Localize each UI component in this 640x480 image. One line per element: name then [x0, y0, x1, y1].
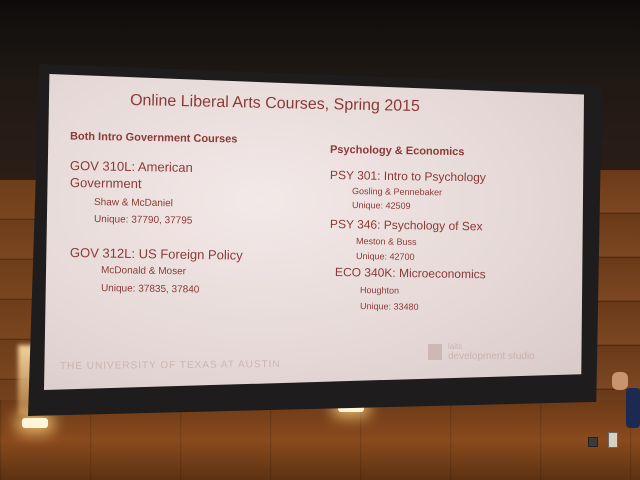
wall-light-left: [22, 418, 48, 428]
footer-laits-studio: [428, 342, 568, 364]
psy346-title: PSY 346: Psychology of Sex: [329, 217, 483, 234]
gov312l-unique: Unique: 37835, 37840: [100, 283, 200, 296]
left-section-heading: Both Intro Government Courses: [69, 130, 238, 146]
gov310l-instructors: Shaw & McDaniel: [93, 197, 173, 210]
footer-ut-austin: THE UNIVERSITY OF TEXAS AT AUSTIN: [59, 359, 281, 372]
psy346-unique: Unique: 42700: [355, 251, 415, 262]
gov312l-title: GOV 312L: US Foreign Policy: [69, 245, 243, 263]
eco340k-instructors: Houghton: [359, 285, 400, 296]
gov310l-unique: Unique: 37790, 37795: [93, 214, 193, 227]
development-studio-label: development studio: [448, 351, 535, 362]
laits-logo-icon: [428, 344, 442, 360]
gov310l-title-line1: GOV 310L: American: [69, 158, 193, 175]
psy301-instructors: Gosling & Pennebaker: [351, 186, 443, 198]
psy301-title: PSY 301: Intro to Psychology: [329, 168, 486, 185]
wall-switch: [588, 437, 598, 447]
presenter-arm: [626, 388, 640, 428]
psy346-instructors: Meston & Buss: [355, 236, 417, 247]
psy301-unique: Unique: 42509: [351, 200, 411, 211]
gov310l-title-line2: Government: [69, 175, 142, 192]
laits-label: laits: [448, 342, 463, 351]
gov312l-instructors: McDonald & Moser: [100, 265, 187, 278]
right-section-heading: Psychology & Economics: [329, 143, 465, 159]
wall-outlet: [608, 432, 618, 448]
eco340k-unique: Unique: 33480: [359, 301, 419, 312]
presenter-hand: [612, 372, 628, 390]
slide-title: Online Liberal Arts Courses, Spring 2015: [129, 92, 421, 116]
eco340k-title: ECO 340K: Microeconomics: [334, 265, 486, 282]
